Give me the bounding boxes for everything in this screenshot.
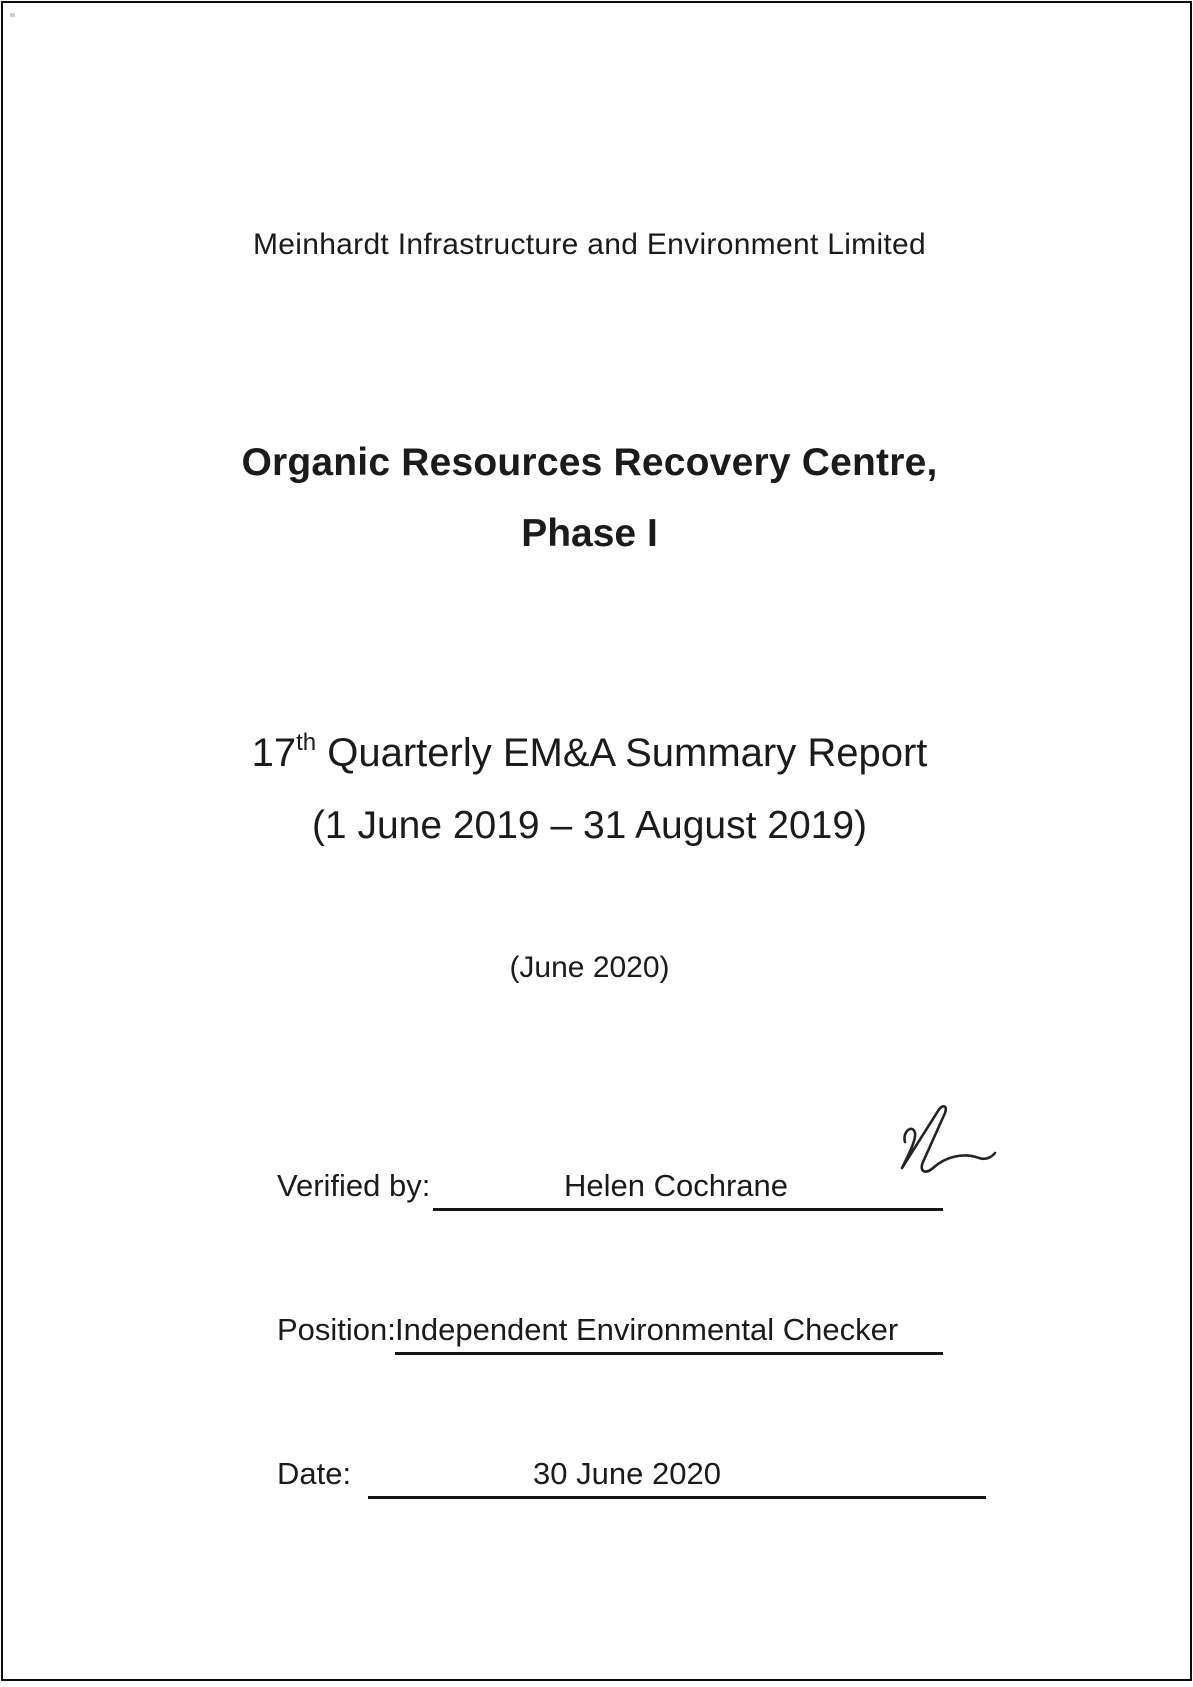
report-number: 17 bbox=[251, 731, 297, 775]
position-value: Independent Environmental Checker bbox=[395, 1308, 943, 1355]
verified-by-value: Helen Cochrane bbox=[433, 1164, 943, 1211]
reporting-period: (1 June 2019 – 31 August 2019) bbox=[311, 804, 868, 847]
date-label: Date: bbox=[277, 1456, 352, 1491]
report-title-line2: Phase I bbox=[521, 512, 658, 555]
report-ordinal-suffix: th bbox=[296, 729, 317, 756]
issue-date: (June 2020) bbox=[509, 951, 670, 984]
report-title-line1: Organic Resources Recovery Centre, bbox=[241, 441, 938, 484]
date-value: 30 June 2020 bbox=[368, 1452, 986, 1499]
position-label: Position: bbox=[277, 1312, 396, 1347]
report-subtitle-text: Quarterly EM&A Summary Report bbox=[316, 731, 928, 775]
company-name: Meinhardt Infrastructure and Environment Limited bbox=[252, 228, 927, 261]
verified-by-label: Verified by: bbox=[277, 1168, 431, 1203]
scan-speck bbox=[10, 13, 15, 17]
report-subtitle bbox=[0, 731, 1193, 776]
